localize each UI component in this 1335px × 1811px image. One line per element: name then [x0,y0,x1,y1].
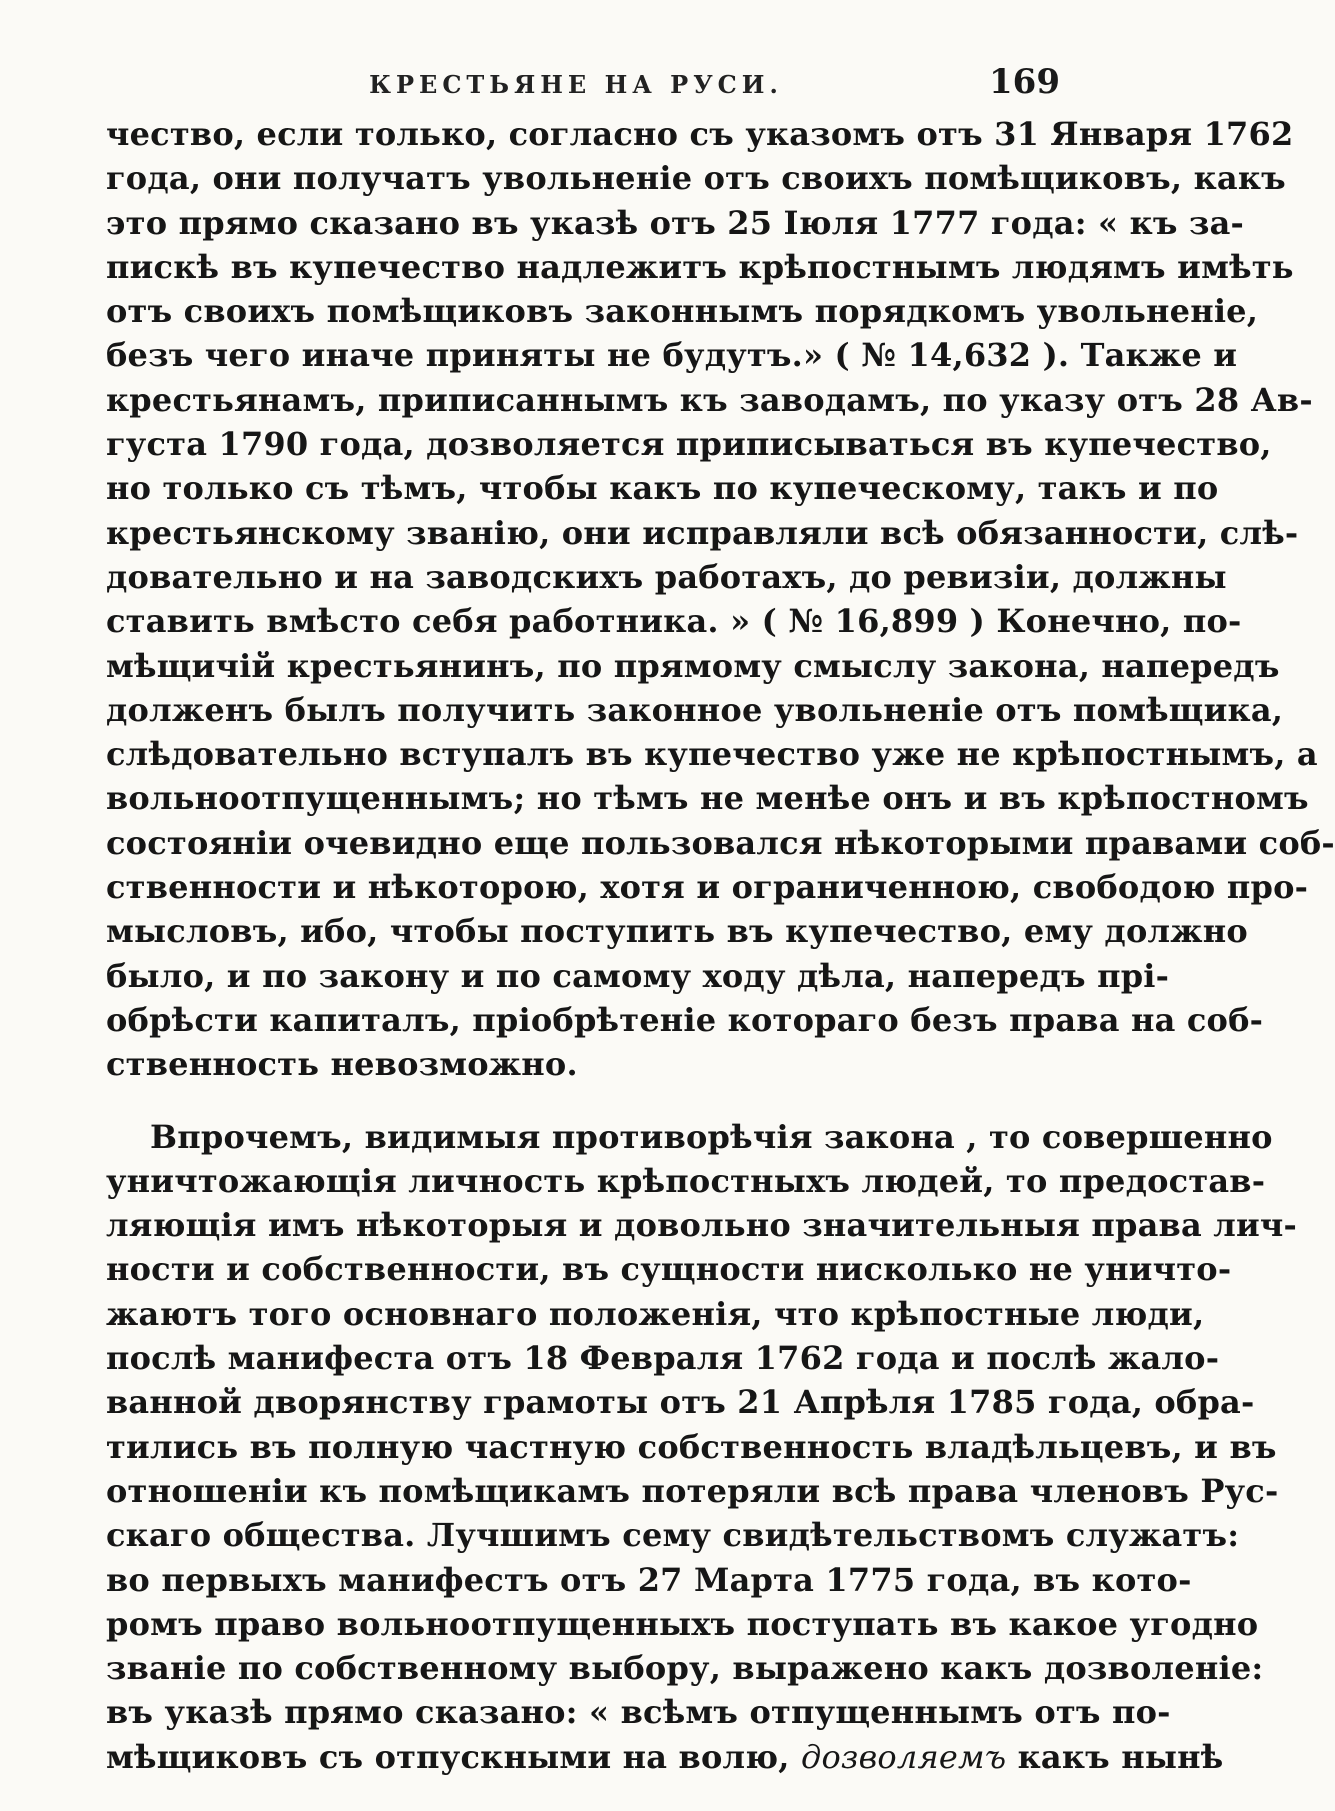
text-line: это прямо сказано въ указѣ отъ 25 Іюля 1777 года: « къ за- [106,203,1245,242]
text-line: ственность невозможно. [106,1045,578,1084]
paragraph-gap [106,1087,1060,1115]
text-line: пискѣ въ купечество надлежитъ крѣпостнымъ людямъ имѣть [106,247,1294,286]
final-line-before: мѣщиковъ съ отпускными на волю, [106,1737,790,1776]
text-line: тились въ полную частную собственность владѣльцевъ, и въ [106,1427,1277,1466]
text-line: долженъ былъ получить законное увольненіе отъ помѣщика, [106,690,1284,729]
text-line: обрѣсти капиталъ, пріобрѣтеніе котораго безъ права на соб- [106,1000,1264,1039]
text-line: безъ чего иначе приняты не будутъ.» ( № 14,632 ). Также и [106,336,1238,375]
text-line: крестьянамъ, приписаннымъ къ заводамъ, по указу отъ 28 Ав- [106,380,1313,419]
text-line: ляющія имъ нѣкоторыя и довольно значительныя права лич- [106,1206,1298,1245]
text-line: довательно и на заводскихъ работахъ, до ревизіи, должны [106,557,1227,596]
text-line: ставить вмѣсто себя работника. » ( № 16,899 ) Конечно, по- [106,602,1242,641]
text-line: ванной дворянству грамоты отъ 21 Апрѣля 1785 года, обра- [106,1383,1255,1422]
text-line: года, они получатъ увольненіе отъ своихъ помѣщиковъ, какъ [106,159,1286,198]
text-line: густа 1790 года, дозволяется приписываться въ купечество, [106,425,1272,464]
text-line: во первыхъ манифестъ отъ 27 Марта 1775 года, въ кото- [106,1560,1192,1599]
text-line: мѣщичій крестьянинъ, по прямому смыслу закона, напередъ [106,646,1280,685]
text-line: въ указѣ прямо сказано: « всѣмъ отпущеннымъ отъ по- [106,1693,1171,1732]
text-line: званіе по собственному выбору, выражено какъ дозволеніе: [106,1649,1264,1688]
final-line-after: какъ нынѣ [1017,1737,1224,1776]
text-line: состояніи очевидно еще пользовался нѣкоторыми правами соб- [106,823,1335,862]
text-line: вольноотпущеннымъ; но тѣмъ не менѣе онъ и въ крѣпостномъ [106,779,1309,818]
running-header [92,62,1060,110]
text-line: отъ своихъ помѣщиковъ законнымъ порядкомъ увольненіе, [106,292,1259,331]
italic-word: дозволяемъ [800,1737,1007,1776]
text-line: чество, если только, согласно съ указомъ отъ 31 Января 1762 [106,115,1294,153]
text-line: было, и по закону и по самому ходу дѣла, напередъ прі- [106,956,1170,995]
text-line: слѣдовательно вступалъ въ купечество уже не крѣпостнымъ, а [106,735,1318,774]
running-title: КРЕСТЬЯНЕ НА РУСИ. [369,70,783,99]
body-text [106,112,1335,1779]
paragraph-2 [106,1115,1298,1779]
paragraph-1 [106,112,1335,1087]
text-line: но только съ тѣмъ, чтобы какъ по купеческому, такъ и по [106,469,1219,508]
page-number: 169 [989,62,1060,102]
text-line: Впрочемъ, видимыя противорѣчія закона , то совершенно [150,1117,1273,1156]
text-line: отношеніи къ помѣщикамъ потеряли всѣ права членовъ Рус- [106,1471,1279,1510]
text-line: жаютъ того основнаго положенія, что крѣпостные люди, [106,1294,1205,1333]
text-line: скаго общества. Лучшимъ сему свидѣтельствомъ служатъ: [106,1516,1240,1555]
text-line: уничтожающія личность крѣпостныхъ людей, то предостав- [106,1161,1266,1200]
text-line: послѣ манифеста отъ 18 Февраля 1762 года и послѣ жало- [106,1339,1220,1378]
text-line: крестьянскому званію, они исправляли всѣ обязанности, слѣ- [106,513,1299,552]
text-line: ромъ право вольноотпущенныхъ поступать въ какое угодно [106,1604,1259,1643]
text-line: ности и собственности, въ сущности нисколько не уничто- [106,1250,1232,1289]
text-line-final [106,1735,1224,1779]
text-line: ственности и нѣкоторою, хотя и ограниченною, свободою про- [106,868,1309,907]
text-line: мысловъ, ибо, чтобы поступить въ купечество, ему должно [106,912,1248,951]
